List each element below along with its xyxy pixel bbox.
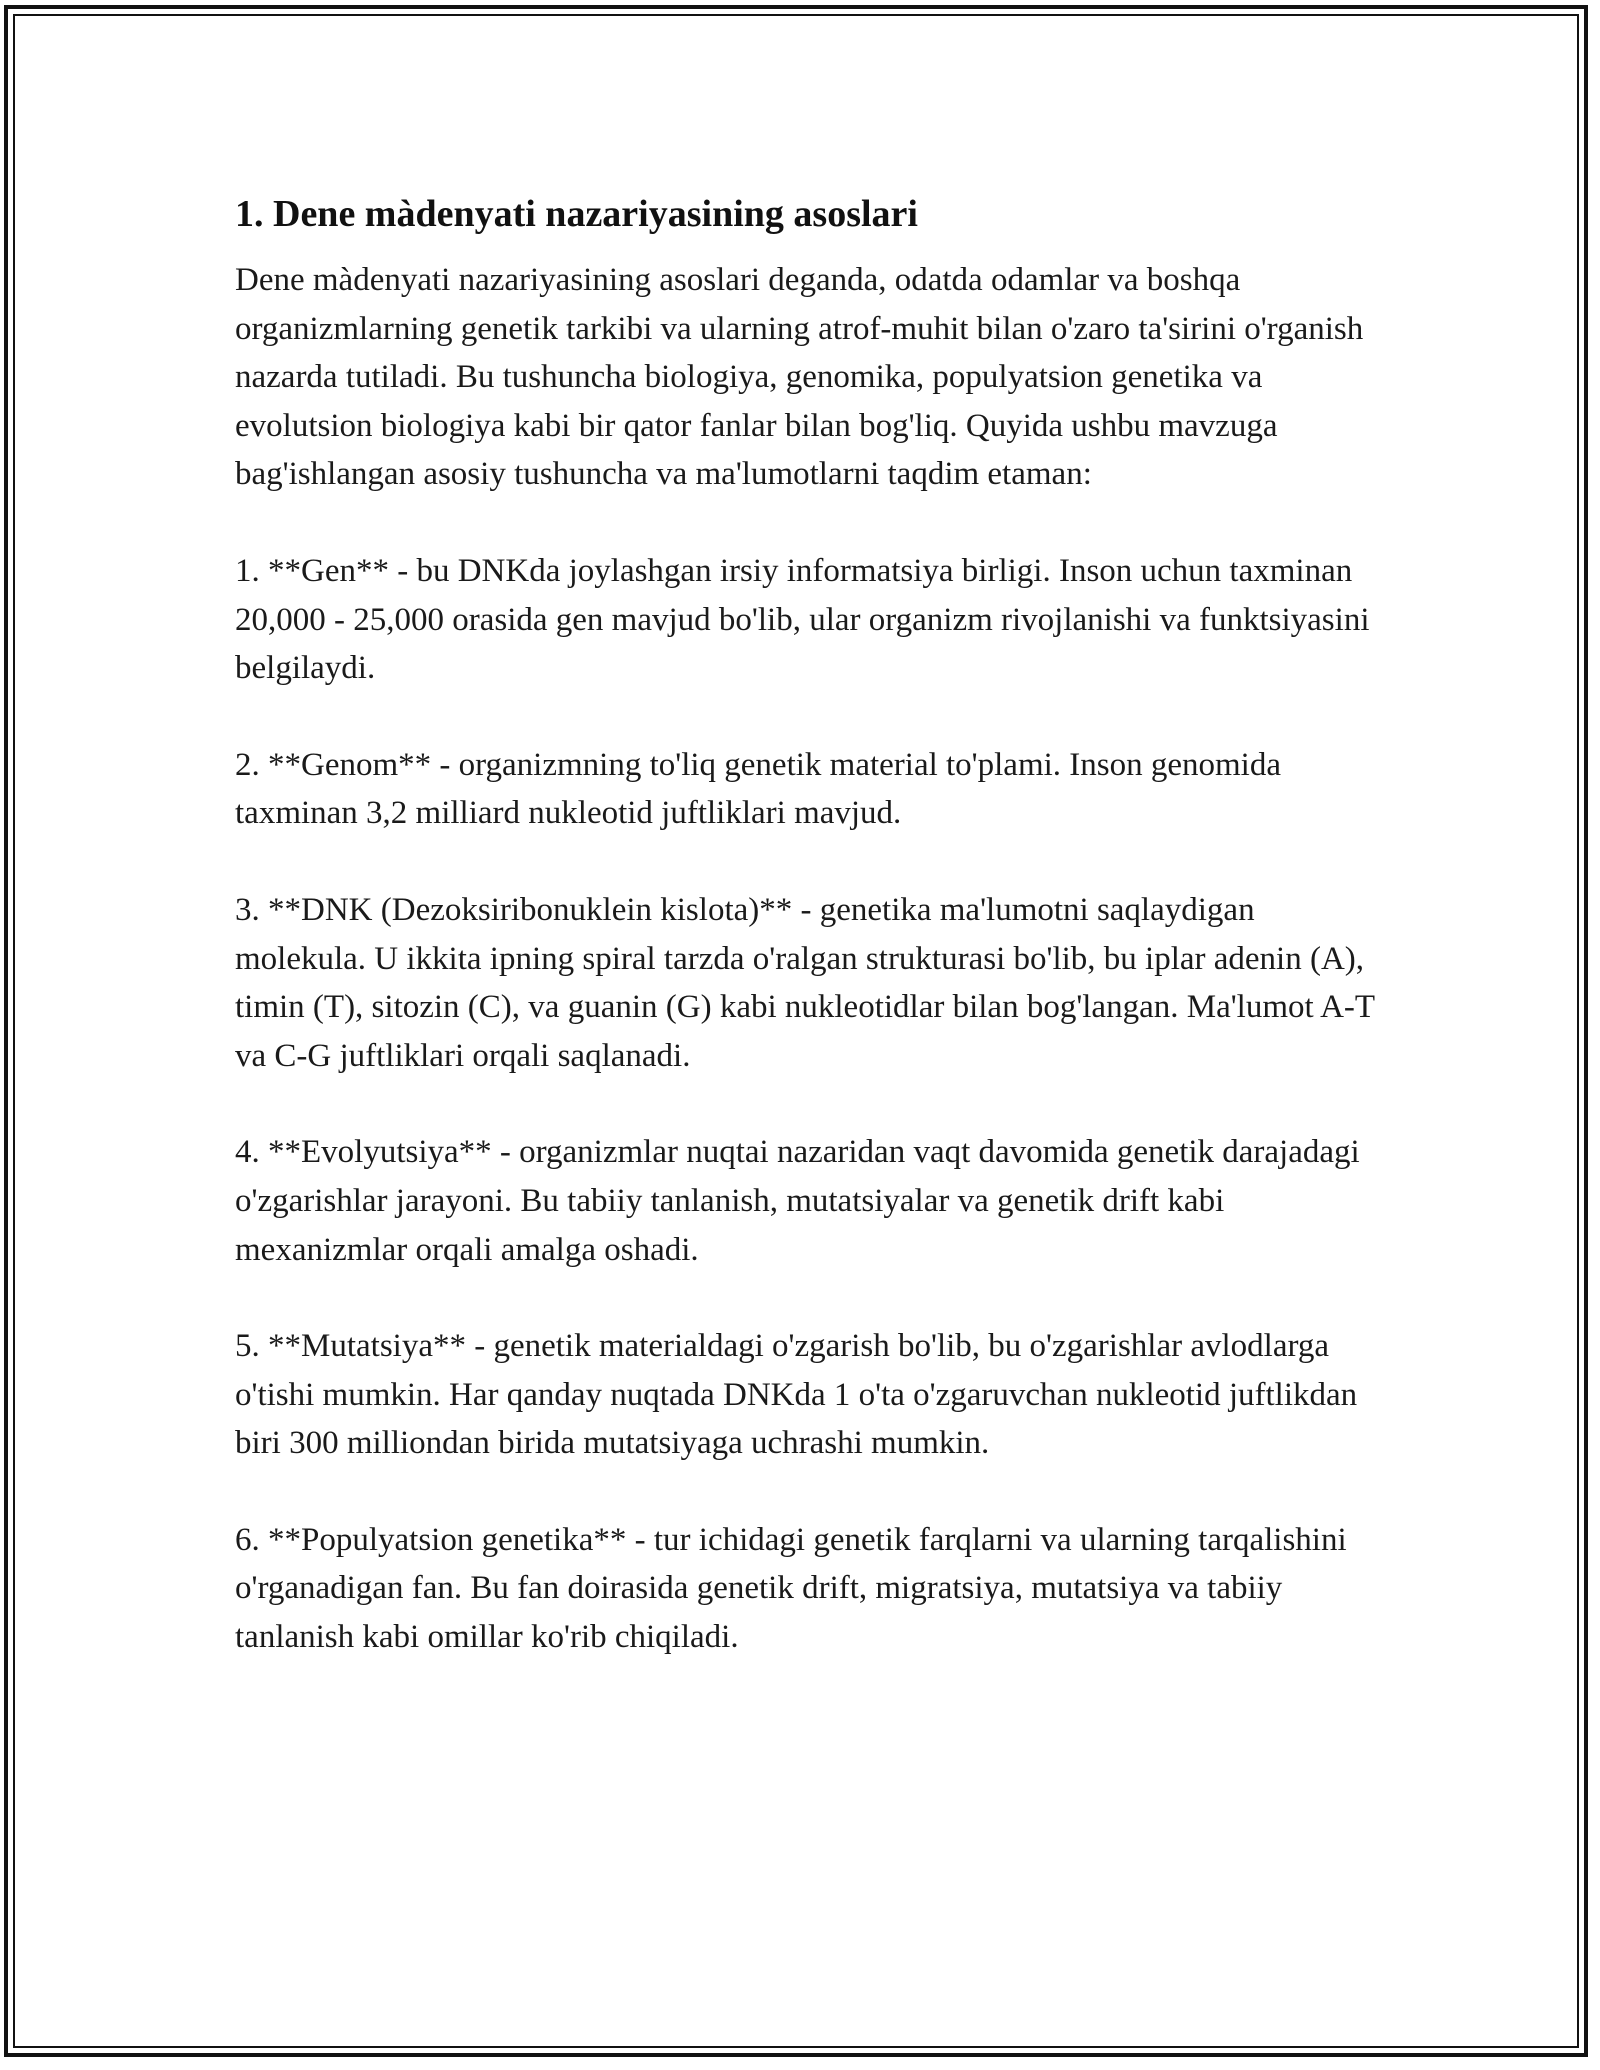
list-item-populyatsion-genetika: 6. **Populyatsion genetika** - tur ichidagi genetik farqlarni va ularning tarqalishini o'rganadigan fan. Bu fan doirasida genetik drift, migratsiya, mutatsiya va tabiiy tanlanish kabi omillar ko'rib chiqiladi. [235,1521,1347,1656]
list-item-evolyutsiya: 4. **Evolyutsiya** - organizmlar nuqtai nazaridan vaqt davomida genetik darajadagi o'zgarishlar jarayoni. Bu tabiiy tanlanish, mutatsiyalar va genetik drift kabi mexanizmlar orqali amalga oshadi. [235,1134,1360,1268]
document-body [235,188,1375,1662]
section-title: 1. Dene màdenyati nazariyasining asoslari [235,193,918,235]
list-item-mutatsiya: 5. **Mutatsiya** - genetik materialdagi o'zgarish bo'lib, bu o'zgarishlar avlodlarga o'tishi mumkin. Har qanday nuqtada DNKda 1 o'ta o'zgaruvchan nukleotid juftlikdan biri 300 milliondan birida mutatsiyaga uchrashi mumkin. [235,1328,1358,1462]
intro-paragraph: Dene màdenyati nazariyasining asoslari deganda, odatda odamlar va boshqa organizmlarning genetik tarkibi va ularning atrof-muhit bilan o'zaro ta'sirini o'rganish nazarda tutiladi. Bu tushuncha biologiya, genomika, populyatsion genetika va evolutsion biologiya kabi bir qator fanlar bilan bog'liq. Quyida ushbu mavzuga bag'ishlangan asosiy tushuncha va ma'lumotlarni taqdim etaman: [235,262,1364,493]
list-item-gen: 1. **Gen** - bu DNKda joylashgan irsiy informatsiya birligi. Inson uchun taxminan 20,000 - 25,000 orasida gen mavjud bo'lib, ular organizm rivojlanishi va funktsiyasini belgilaydi. [235,552,1370,687]
list-item-genom: 2. **Genom** - organizmning to'liq genetik material to'plami. Inson genomida taxminan 3,2 milliard nukleotid juftliklari mavjud. [235,746,1281,832]
list-item-dnk: 3. **DNK (Dezoksiribonuklein kislota)** - genetika ma'lumotni saqlaydigan molekula. U ikkita ipning spiral tarzda o'ralgan strukturasi bo'lib, bu iplar adenin (A), timin (T), sitozin (C), va guanin (G) kabi nukleotidlar bilan bog'langan. Ma'lumot A-T va C-G juftliklari orqali saqlanadi. [235,891,1375,1074]
